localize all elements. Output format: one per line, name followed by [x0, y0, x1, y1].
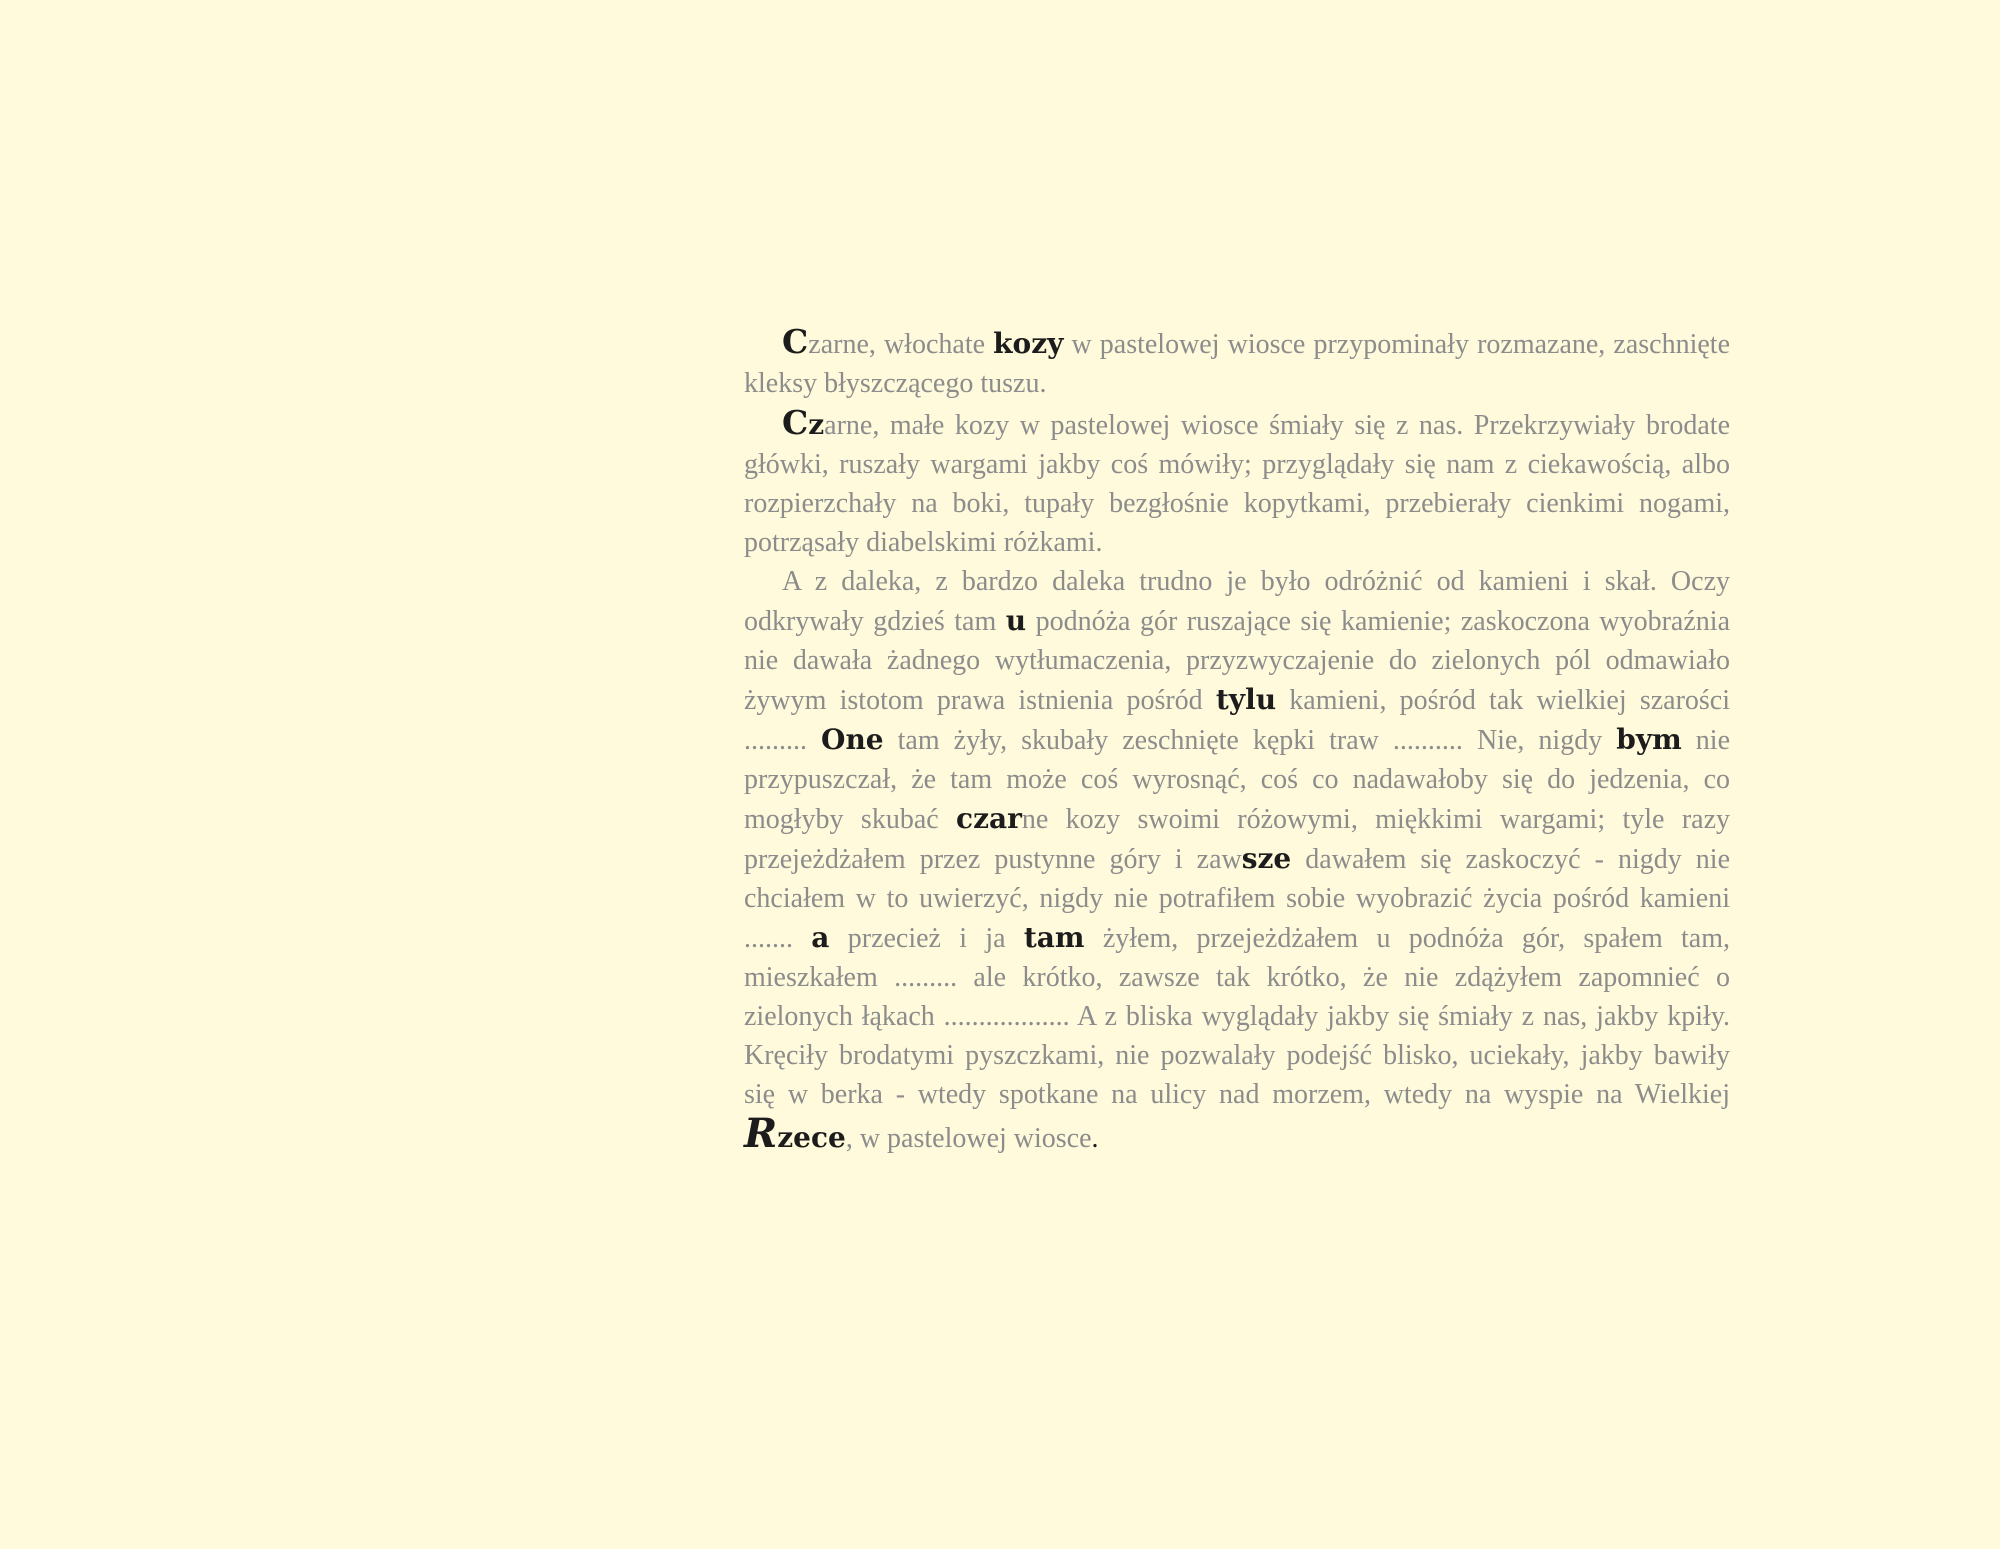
blackletter-word: tam	[1023, 921, 1085, 954]
text-run: dawałem się zaskoczyć - nigdy nie chciałem w to uwierzyć, nigdy nie potrafiłem sobie wyobrazić życia pośród kamieni .......	[744, 844, 1731, 954]
final-period: .	[1091, 1123, 1099, 1154]
text-run: tam żyły, skubały zeschnięte kępki traw .......... Nie, nigdy	[883, 725, 1617, 756]
blackletter-word: z	[808, 408, 825, 441]
blackletter-word: R	[744, 1110, 778, 1157]
blackletter-word: u	[1005, 604, 1027, 637]
text-run: przecież i ja	[829, 923, 1024, 954]
blackletter-word: sze	[1241, 842, 1292, 875]
blackletter-word: a	[811, 921, 830, 954]
blackletter-word: czar	[956, 802, 1022, 835]
blackletter-word: C	[782, 403, 809, 442]
text-run: kamieni, pośród tak wielkiej szarości .........	[744, 685, 1731, 756]
blackletter-word: bym	[1616, 723, 1682, 756]
text-run: , w pastelowej wiosce	[845, 1123, 1092, 1154]
text-run: zarne, włochate	[808, 329, 994, 360]
story-text	[744, 322, 1730, 1158]
blackletter-word: tylu	[1215, 683, 1277, 716]
text-run: nie przypuszczał, że tam może coś wyrosnąć, coś co nadawałoby się do jedzenia, co mogłyby skubać	[744, 725, 1730, 835]
text-run: ne kozy swoimi różowymi, miękkimi wargami; tyle razy przejeżdżałem przez pustynne góry i zaw	[744, 804, 1730, 875]
blackletter-word: zece	[777, 1121, 846, 1154]
blackletter-word: C	[782, 322, 809, 361]
text-run: podnóża gór ruszające się kamienie; zaskoczona wyobraźnia nie dawała żadnego wytłumaczenia, przyzwyczajenie do zielonych pól odmawiało żywym istotom prawa istnienia pośród	[744, 606, 1730, 716]
text-run: A z daleka, z bardzo daleka trudno je było odróżnić od kamieni i skał. Oczy odkrywały gdzieś tam	[744, 566, 1730, 637]
text-run: arne, małe kozy w pastelowej wiosce śmiały się z nas. Przekrzywiały brodate główki, ruszały wargami jakby coś mówiły; przyglądały się nam z ciekawością, albo rozpierzchały na boki, tupały bezgłośnie kopytkami, przebierały cienkimi nogami, potrząsały diabelskimi różkami.	[744, 410, 1730, 558]
paragraph	[744, 403, 1730, 562]
blackletter-word: kozy	[993, 327, 1064, 360]
blackletter-word: One	[821, 723, 884, 756]
text-run: żyłem, przejeżdżałem u podnóża gór, spałem tam, mieszkałem ......... ale krótko, zawsze tak krótko, że nie zdążyłem zapomnieć o zielonych łąkach .................. A z bliska wyglądały jakby się śmiały z nas, jakby kpiły. Kręciły brodatymi pyszczkami, nie pozwalały podejść blisko, uciekały, jakby bawiły się w berka - wtedy spotkane na ulicy nad morzem, wtedy na wyspie na Wielkiej	[744, 923, 1730, 1110]
paragraph	[744, 322, 1730, 403]
paragraph	[744, 562, 1730, 1158]
text-run: w pastelowej wiosce przypominały rozmazane, zaschnięte kleksy błyszczącego tuszu.	[744, 329, 1730, 399]
